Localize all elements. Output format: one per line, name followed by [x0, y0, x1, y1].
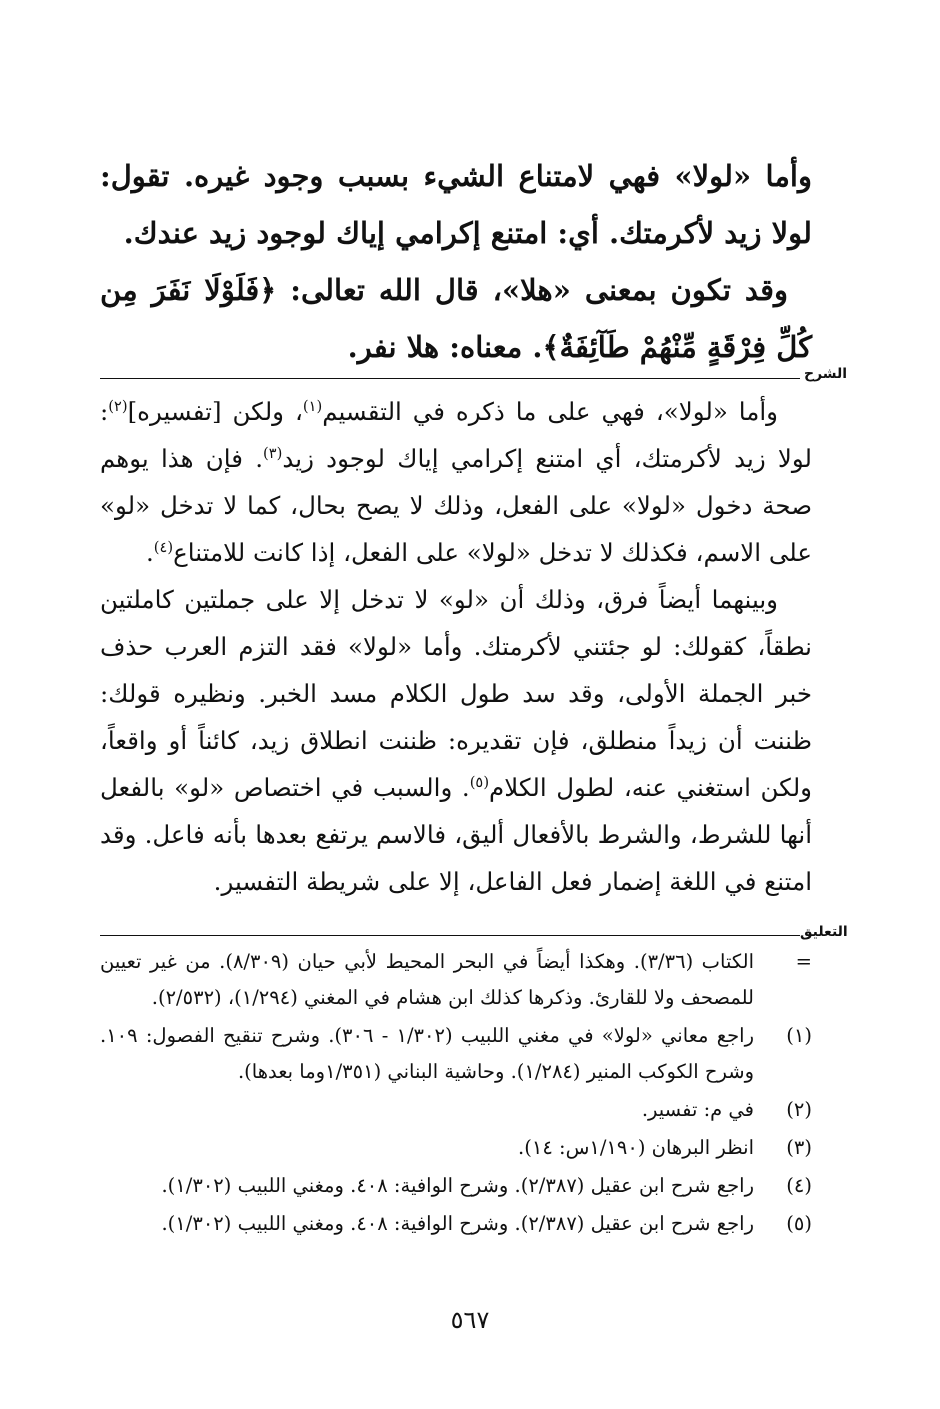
sharh-p1-part-d: . فإن هذا يوهم صحة دخول «لولا» على الفعل، وذلك لا يصح بحال، كما لا تدخل «لو» على الاسم، فكذلك لا تدخل «لولا» على الفعل، إذا كانت للامتناع: [100, 444, 812, 567]
footnote: [100, 1018, 812, 1090]
footnote-text: راجع شرح ابن عقيل (٢/٣٨٧). وشرح الوافية: ٤٠٨. ومغني اللبيب (١/٣٠٢).: [161, 1174, 754, 1197]
matn-p2-start: وقد تكون بمعنى «هلا»، قال الله تعالى:: [276, 273, 788, 307]
footnote-number: =: [795, 950, 812, 973]
footnote: [100, 1130, 812, 1166]
main-text: [100, 148, 812, 376]
sharh-p1-part-a: وأما «لولا»، فهي على ما ذكره في التقسيم: [322, 397, 778, 426]
sharh-label: الشرح: [804, 366, 848, 382]
sharh-p1-part-c: : لولا زيد لأكرمتك، أي امتنع إكرامي إياك لوجود زيد: [100, 397, 813, 473]
footnote-number: (٣): [786, 1136, 812, 1159]
footnote-ref-1: (١): [302, 397, 323, 415]
matn-paragraph-1: وأما «لولا» فهي لامتناع الشيء بسبب وجود غيره. تقول: لولا زيد لأكرمتك. أي: امتنع إكرامي إياك لوجود زيد عندك.: [100, 159, 812, 250]
footnote-text: راجع معاني «لولا» في مغني اللبيب (١/٣٠٢ - ٣٠٦). وشرح تنقيح الفصول: ١٠٩. وشرح الكوكب المنير (١/٢٨٤). وحاشية البناني (١/٣٥١وما بعدها).: [100, 1024, 754, 1083]
matn-p2-end: . معناه: هلا نفر.: [347, 330, 543, 364]
quran-verse: ﴿فَلَوْلَا نَفَرَ مِن كُلِّ فِرْقَةٍ مِّنْهُمْ طَآئِفَةٌ﴾: [100, 273, 812, 364]
footnote: [100, 1168, 812, 1204]
taliq-label: التعليق: [800, 924, 848, 940]
sharh-paragraph-2: [100, 576, 812, 905]
commentary-text: [100, 388, 812, 905]
sharh-p1-part-e: .: [145, 538, 154, 567]
sharh-p1-part-b: ، ولكن [تفسيره]: [127, 397, 303, 426]
footnote: [100, 944, 812, 1016]
footnote-ref-3: (٣): [263, 444, 283, 462]
sharh-paragraph-1: [100, 388, 812, 576]
sharh-p2-part-b: . والسبب في اختصاص «لو» بالفعل أنها للشرط، والشرط بالأفعال أليق، فالاسم يرتفع بعدها بأنه فاعل. وقد امتنع في اللغة إضمار فعل الفاعل، إلا على شريطة التفسير.: [100, 773, 813, 896]
sharh-divider: [100, 378, 800, 379]
footnotes: [100, 944, 812, 1244]
footnote-text: انظر البرهان (١/١٩٠س: ١٤).: [518, 1136, 754, 1159]
footnote-text: الكتاب (٣/٣٦). وهكذا أيضاً في البحر المحيط لأبي حيان (٨/٣٠٩). من غير تعيين للمصحف ولا للقارئ. وذكرها كذلك ابن هشام في المغني (١/٢٩٤)، (٢/٥٣٢).: [100, 950, 754, 1009]
footnote-number: (٥): [786, 1212, 812, 1235]
footnote-ref-2: (٢): [108, 397, 128, 415]
matn-paragraph-2: [100, 262, 812, 376]
footnote-number: (٤): [786, 1174, 812, 1197]
sharh-p2-part-a: وبينهما أيضاً فرق، وذلك أن «لو» لا تدخل إلا على جملتين كاملتين نطقاً، كقولك: لو جئتني لأكرمتك. وأما «لولا» فقد التزم العرب حذف خبر الجملة الأولى، وقد سد طول الكلام مسد الخبر. ونظيره قولك: ظننت أن زيداً منطلق، فإن تقديره: ظننت انطلاق زيد، كائناً أو واقعاً، ولكن استغني عنه، لطول الكلام: [100, 585, 812, 802]
footnote-ref-4: (٤): [153, 538, 174, 556]
taliq-divider: [100, 935, 800, 936]
page-number: ٥٦٧: [450, 1306, 490, 1334]
footnote-text: في م: تفسير.: [641, 1098, 754, 1121]
footnote: [100, 1092, 812, 1128]
footnote-number: (١): [786, 1024, 812, 1047]
footnote-ref-5: (٥): [469, 773, 490, 791]
footnote-text: راجع شرح ابن عقيل (٢/٣٨٧). وشرح الوافية: ٤٠٨. ومغني اللبيب (١/٣٠٢).: [161, 1212, 754, 1235]
footnote-number: (٢): [786, 1098, 812, 1121]
footnote: [100, 1206, 812, 1242]
